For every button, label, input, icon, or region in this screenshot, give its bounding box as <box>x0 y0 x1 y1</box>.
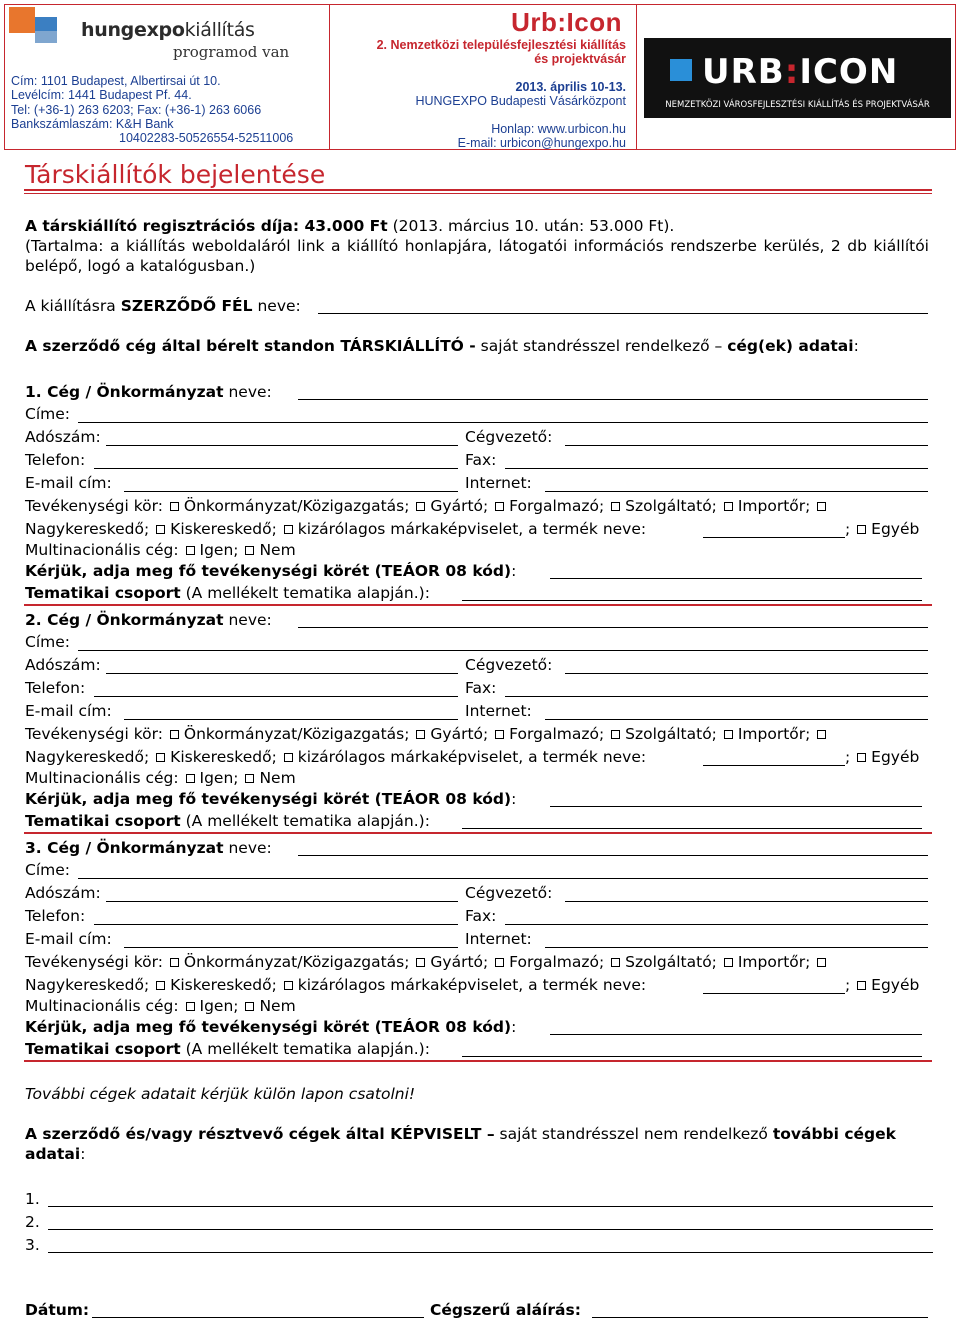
company-theme-group-label: Tematikai csoport (A mellékelt tematika alapján.): <box>25 812 430 830</box>
co-exhibitor-section-heading: A szerződő cég által bérelt standon TÁRSKIÁLLÍTÓ - saját standrésszel rendelkező – cég(ek) adatai: <box>25 337 859 355</box>
address-line: Cím: 1101 Budapest, Albertirsai út 10. <box>11 74 221 88</box>
urbicon-logo-text: URB:ICON <box>702 52 899 92</box>
company-address-field[interactable] <box>78 878 928 879</box>
company-address-label: Címe: <box>25 405 70 423</box>
company-ceo-label: Cégvezető: <box>465 884 553 902</box>
company-activity-other: ; Egyéb <box>845 748 920 766</box>
wholesaler-checkbox[interactable] <box>817 730 826 739</box>
company-multinational-row: Multinacionális cég: Igen; Nem <box>25 541 296 559</box>
represented-row-field[interactable] <box>48 1206 933 1207</box>
multinational-yes-checkbox[interactable] <box>186 546 195 555</box>
company-email-field[interactable] <box>124 719 458 720</box>
represented-row-field[interactable] <box>48 1252 933 1253</box>
company-ceo-label: Cégvezető: <box>465 428 553 446</box>
company-fax-label: Fax: <box>465 679 497 697</box>
company-teaor-field[interactable] <box>550 1034 922 1035</box>
company-product-name-field[interactable] <box>703 765 845 766</box>
company-activity-other: ; Egyéb <box>845 520 920 538</box>
company-ceo-label: Cégvezető: <box>465 656 553 674</box>
retailer-checkbox[interactable] <box>156 525 165 534</box>
importer-checkbox[interactable] <box>724 730 733 739</box>
company-product-name-field[interactable] <box>703 993 845 994</box>
fee-line: A társkiállító regisztrációs díja: 43.000 Ft (2013. március 10. után: 53.000 Ft). <box>25 217 675 235</box>
page-title: Társkiállítók bejelentése <box>25 160 326 189</box>
local-gov-checkbox[interactable] <box>170 502 179 511</box>
more-companies-note: További cégek adatait kérjük külön lapon csatolni! <box>25 1085 416 1103</box>
hungexpo-logo-text: hungexpokiállítás <box>81 19 255 41</box>
postal-address-line: Levélcím: 1441 Budapest Pf. 44. <box>11 88 192 102</box>
company-fax-field[interactable] <box>505 468 928 469</box>
manufacturer-checkbox[interactable] <box>416 730 425 739</box>
multinational-yes-checkbox[interactable] <box>186 774 195 783</box>
event-date: 2013. április 10-13. <box>515 80 626 94</box>
company-phone-label: Telefon: <box>25 451 86 469</box>
company-name-field[interactable] <box>298 627 928 628</box>
company-ceo-field[interactable] <box>565 673 928 674</box>
retailer-checkbox[interactable] <box>156 981 165 990</box>
signature-label: Cégszerű aláírás: <box>430 1301 581 1319</box>
represented-row-number: 3. <box>25 1236 40 1254</box>
company-name-label: 3. Cég / Önkormányzat neve: <box>25 839 272 857</box>
company-multinational-row: Multinacionális cég: Igen; Nem <box>25 997 296 1015</box>
company-teaor-label: Kérjük, adja meg fő tevékenységi körét (TEÁOR 08 kód): <box>25 1018 517 1036</box>
company-name-label: 1. Cég / Önkormányzat neve: <box>25 383 272 401</box>
exclusive-brand-checkbox[interactable] <box>284 525 293 534</box>
company-theme-group-field[interactable] <box>462 828 922 829</box>
hungexpo-slogan: programod van <box>173 43 290 61</box>
urbicon-tagline: NEMZETKÖZI VÁROSFEJLESZTÉSI KIÁLLÍTÁS ÉS PROJEKTVÁSÁR <box>665 100 930 110</box>
company-theme-group-label: Tematikai csoport (A mellékelt tematika alapján.): <box>25 1040 430 1058</box>
company-activity-other: ; Egyéb <box>845 976 920 994</box>
date-label: Dátum: <box>25 1301 90 1319</box>
exclusive-brand-checkbox[interactable] <box>284 753 293 762</box>
company-fax-field[interactable] <box>505 696 928 697</box>
represented-row-number: 2. <box>25 1213 40 1231</box>
wholesaler-checkbox[interactable] <box>817 958 826 967</box>
urbicon-logo-cell <box>637 5 955 149</box>
service-provider-checkbox[interactable] <box>611 730 620 739</box>
company-theme-group-field[interactable] <box>462 600 922 601</box>
company-tax-number-field[interactable] <box>106 445 458 446</box>
manufacturer-checkbox[interactable] <box>416 502 425 511</box>
represented-row-field[interactable] <box>48 1229 933 1230</box>
importer-checkbox[interactable] <box>724 502 733 511</box>
company-product-name-field[interactable] <box>703 537 845 538</box>
service-provider-checkbox[interactable] <box>611 502 620 511</box>
company-activity-row-2: Nagykereskedő; Kiskereskedő; kizárólagos márkaképviselet, a termék neve: <box>25 520 647 538</box>
company-phone-label: Telefon: <box>25 679 86 697</box>
company-theme-group-label: Tematikai csoport (A mellékelt tematika alapján.): <box>25 584 430 602</box>
represented-row-number: 1. <box>25 1190 40 1208</box>
other-checkbox[interactable] <box>857 525 866 534</box>
retailer-checkbox[interactable] <box>156 753 165 762</box>
date-field[interactable] <box>92 1317 424 1318</box>
company-internet-field[interactable] <box>545 947 928 948</box>
urbicon-logo <box>644 38 951 118</box>
company-fax-label: Fax: <box>465 451 497 469</box>
bank-account-line: 10402283-50526554-52511006 <box>119 131 294 145</box>
company-phone-field[interactable] <box>94 468 458 469</box>
company-activity-row: Tevékenységi kör: Önkormányzat/Közigazgatás; Gyártó; Forgalmazó; Szolgáltató; Importőr; <box>25 952 831 972</box>
company-tax-number-label: Adószám: <box>25 884 101 902</box>
company-address-field[interactable] <box>78 422 928 423</box>
bank-line: Bankszámlaszám: K&H Bank <box>11 117 174 131</box>
company-theme-group-field[interactable] <box>462 1056 922 1057</box>
company-email-label: E-mail cím: <box>25 930 112 948</box>
title-rule-thin <box>24 193 932 194</box>
other-checkbox[interactable] <box>857 753 866 762</box>
multinational-no-checkbox[interactable] <box>245 546 254 555</box>
urbicon-logo-square-icon <box>670 59 692 81</box>
company-block-divider <box>24 1060 932 1062</box>
company-phone-field[interactable] <box>94 924 458 925</box>
company-activity-row: Tevékenységi kör: Önkormányzat/Közigazgatás; Gyártó; Forgalmazó; Szolgáltató; Importőr; <box>25 496 831 516</box>
service-provider-checkbox[interactable] <box>611 958 620 967</box>
company-tax-number-label: Adószám: <box>25 656 101 674</box>
company-teaor-field[interactable] <box>550 578 922 579</box>
distributor-checkbox[interactable] <box>495 958 504 967</box>
company-multinational-row: Multinacionális cég: Igen; Nem <box>25 769 296 787</box>
company-tax-number-field[interactable] <box>106 901 458 902</box>
company-teaor-field[interactable] <box>550 806 922 807</box>
hungexpo-logo-mark-blue <box>35 17 57 31</box>
company-name-label: 2. Cég / Önkormányzat neve: <box>25 611 272 629</box>
company-phone-field[interactable] <box>94 696 458 697</box>
event-website: Honlap: www.urbicon.hu <box>491 122 626 136</box>
company-internet-field[interactable] <box>545 491 928 492</box>
company-phone-label: Telefon: <box>25 907 86 925</box>
represented-companies-heading: A szerződő és/vagy résztvevő cégek által KÉPVISELT – saját standrésszel nem rendelkező további cégek adatai: <box>25 1125 896 1163</box>
company-tax-number-field[interactable] <box>106 673 458 674</box>
event-subtitle: 2. Nemzetközi településfejlesztési kiállítás <box>376 38 626 52</box>
distributor-checkbox[interactable] <box>495 730 504 739</box>
company-activity-row-2: Nagykereskedő; Kiskereskedő; kizárólagos márkaképviselet, a termék neve: <box>25 976 647 994</box>
company-address-label: Címe: <box>25 633 70 651</box>
company-block-divider <box>24 604 932 606</box>
company-internet-field[interactable] <box>545 719 928 720</box>
local-gov-checkbox[interactable] <box>170 958 179 967</box>
company-ceo-field[interactable] <box>565 901 928 902</box>
signature-field[interactable] <box>592 1317 928 1318</box>
phone-fax-line: Tel: (+36-1) 263 6203; Fax: (+36-1) 263 6066 <box>11 103 262 117</box>
contract-party-label: A kiállításra SZERZŐDŐ FÉL neve: <box>25 297 301 315</box>
other-checkbox[interactable] <box>857 981 866 990</box>
company-address-label: Címe: <box>25 861 70 879</box>
event-venue: HUNGEXPO Budapesti Vásárközpont <box>415 94 626 108</box>
distributor-checkbox[interactable] <box>495 502 504 511</box>
event-info-cell <box>330 5 637 149</box>
company-activity-row-2: Nagykereskedő; Kiskereskedő; kizárólagos márkaképviselet, a termék neve: <box>25 748 647 766</box>
hungexpo-cell <box>5 5 330 149</box>
company-teaor-label: Kérjük, adja meg fő tevékenységi körét (TEÁOR 08 kód): <box>25 790 517 808</box>
company-name-field[interactable] <box>298 399 928 400</box>
multinational-yes-checkbox[interactable] <box>186 1002 195 1011</box>
exclusive-brand-checkbox[interactable] <box>284 981 293 990</box>
company-fax-label: Fax: <box>465 907 497 925</box>
company-fax-field[interactable] <box>505 924 928 925</box>
wholesaler-checkbox[interactable] <box>817 502 826 511</box>
event-email: E-mail: urbicon@hungexpo.hu <box>457 136 626 150</box>
multinational-no-checkbox[interactable] <box>245 774 254 783</box>
company-address-field[interactable] <box>78 650 928 651</box>
company-block-divider <box>24 832 932 834</box>
importer-checkbox[interactable] <box>724 958 733 967</box>
event-title: Urb:Icon <box>511 7 622 37</box>
company-internet-label: Internet: <box>465 474 532 492</box>
company-email-label: E-mail cím: <box>25 702 112 720</box>
fee-content-note: (Tartalma: a kiállítás weboldaláról link a kiállító honlapjára, látogatói információs rendszerbe kerülés, 2 db kiállítói belépő, logó a katalógusban.) <box>25 237 929 275</box>
title-rule <box>24 189 932 191</box>
multinational-no-checkbox[interactable] <box>245 1002 254 1011</box>
company-name-field[interactable] <box>298 855 928 856</box>
hungexpo-logo-mark <box>9 7 35 33</box>
company-internet-label: Internet: <box>465 930 532 948</box>
company-teaor-label: Kérjük, adja meg fő tevékenységi körét (TEÁOR 08 kód): <box>25 562 517 580</box>
company-email-field[interactable] <box>124 947 458 948</box>
event-subtitle-2: és projektvásár <box>534 52 626 66</box>
hungexpo-logo-mark-light <box>35 31 57 43</box>
letterhead <box>4 4 956 150</box>
company-email-field[interactable] <box>124 491 458 492</box>
manufacturer-checkbox[interactable] <box>416 958 425 967</box>
company-internet-label: Internet: <box>465 702 532 720</box>
local-gov-checkbox[interactable] <box>170 730 179 739</box>
company-email-label: E-mail cím: <box>25 474 112 492</box>
contract-party-field[interactable] <box>318 313 928 314</box>
company-activity-row: Tevékenységi kör: Önkormányzat/Közigazgatás; Gyártó; Forgalmazó; Szolgáltató; Importőr; <box>25 724 831 744</box>
company-ceo-field[interactable] <box>565 445 928 446</box>
company-tax-number-label: Adószám: <box>25 428 101 446</box>
